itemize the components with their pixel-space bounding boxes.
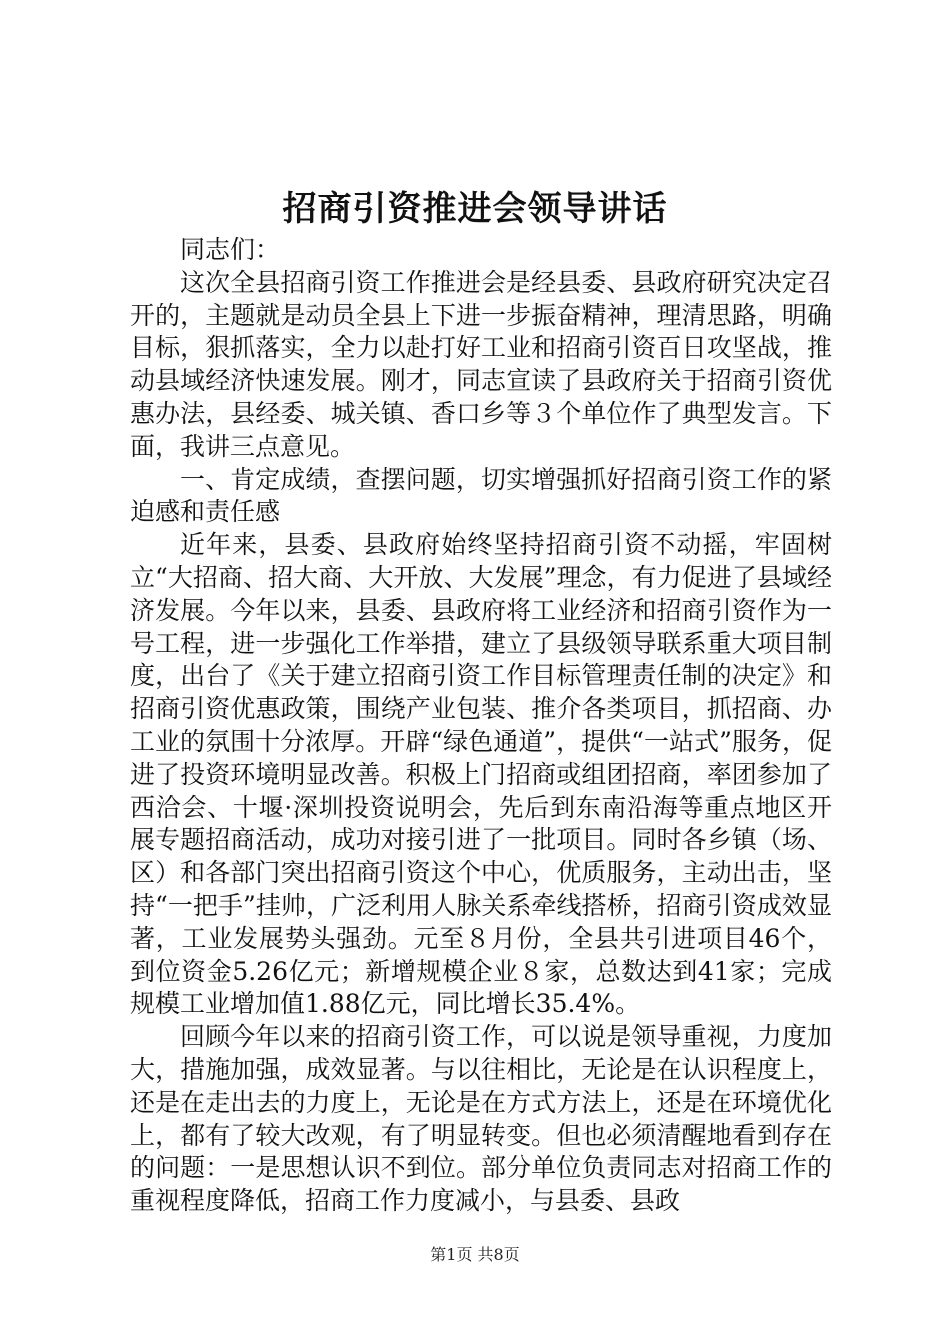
section-heading: 一、肯定成绩，查摆问题，切实增强抓好招商引资工作的紧迫感和责任感 — [130, 464, 832, 527]
review-paragraph: 回顾今年以来的招商引资工作，可以说是领导重视，力度加大，措施加强，成效显著。与以往相比，无论是在认识程度上，还是在走出去的力度上，无论是在方式方法上，还是在环境优化上，都有了较大改观，有了明显转变。但也必须清醒地看到存在的问题：一是思想认识不到位。部分单位负责同志对招商工作的重视程度降低，招商工作力度减小，与县委、县政 — [130, 1022, 832, 1216]
intro-paragraph: 这次全县招商引资工作推进会是经县委、县政府研究决定召开的，主题就是动员全县上下进一步振奋精神，理清思路，明确目标，狠抓落实，全力以赴打好工业和招商引资百日攻坚战，推动县域经济快速发展。刚才，同志宣读了县政府关于招商引资优惠办法，县经委、城关镇、香口乡等３个单位作了典型发言。下面，我讲三点意见。 — [130, 267, 832, 461]
achievements-paragraph: 近年来，县委、县政府始终坚持招商引资不动摇，牢固树立“大招商、招大商、大开放、大发展”理念，有力促进了县域经济发展。今年以来，县委、县政府将工业经济和招商引资作为一号工程，进一步强化工作举措，建立了县级领导联系重大项目制度，出台了《关于建立招商引资工作目标管理责任制的决定》和招商引资优惠政策，围绕产业包装、推介各类项目，抓招商、办工业的氛围十分浓厚。开辟“绿色通道”，提供“一站式”服务，促进了投资环境明显改善。积极上门招商或组团招商，率团参加了西洽会、十堰·深圳投资说明会，先后到东南沿海等重点地区开展专题招商活动，成功对接引进了一批项目。同时各乡镇（场、区）和各部门突出招商引资这个中心，优质服务，主动出击，坚持“一把手”挂帅，广泛利用人脉关系牵线搭桥，招商引资成效显著，工业发展势头强劲。元至８月份，全县共引进项目46个，到位资金5.26亿元；新增规模企业８家，总数达到41家；完成规模工业增加值1.88亿元，同比增长35.4%。 — [130, 530, 832, 1019]
salutation-paragraph: 同志们： — [180, 235, 281, 264]
document-title: 招商引资推进会领导讲话 — [282, 189, 668, 229]
document-body — [130, 234, 832, 1218]
page-number-footer: 第1页 共8页 — [430, 1245, 520, 1264]
